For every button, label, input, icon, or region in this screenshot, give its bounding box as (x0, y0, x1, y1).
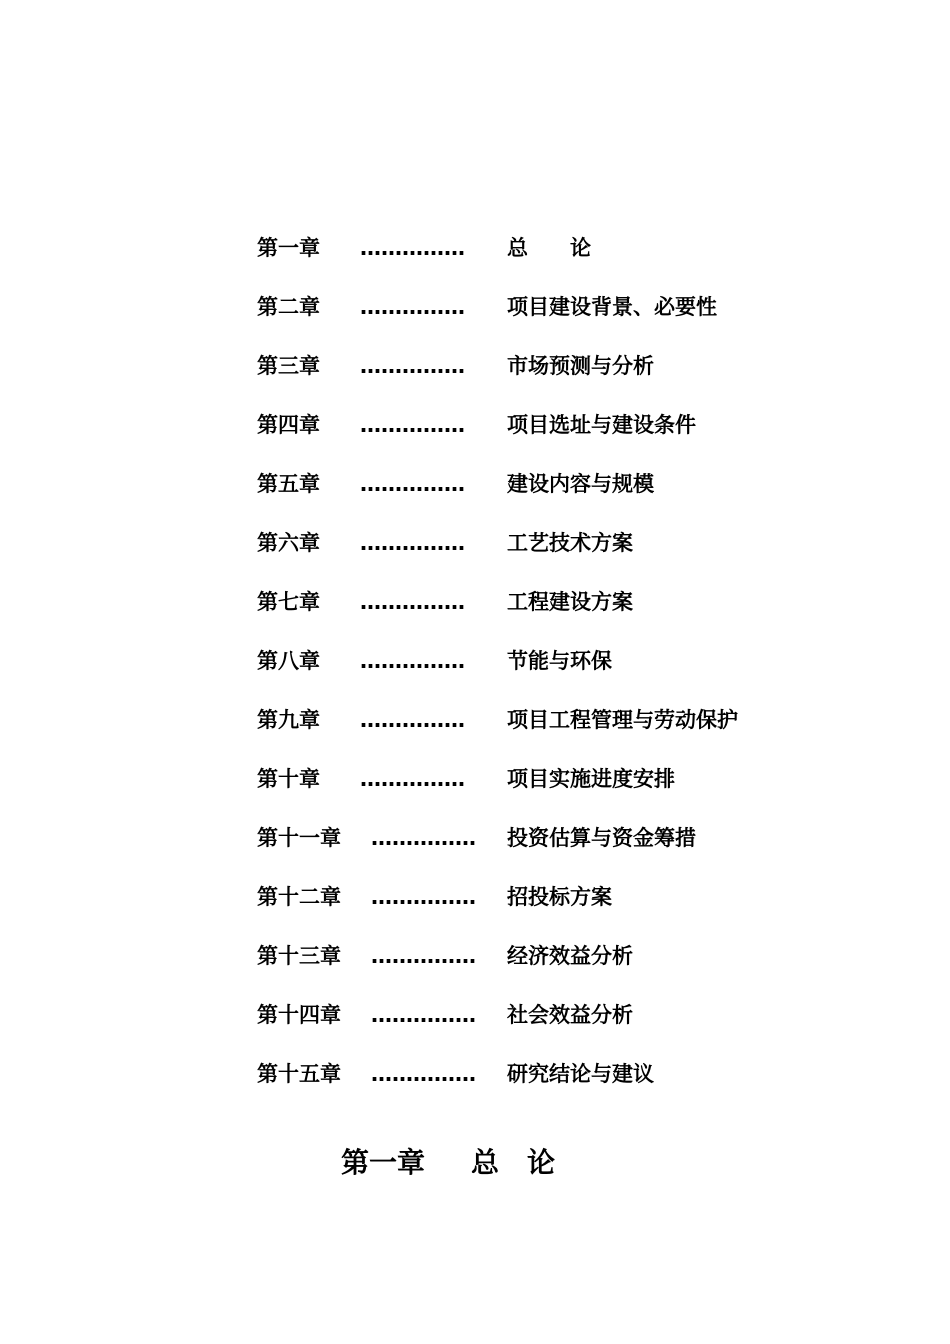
toc-chapter-label: 第十二章 (257, 885, 341, 909)
toc-chapter-label: 第七章 (257, 590, 320, 614)
toc-chapter-label: 第四章 (257, 413, 320, 437)
toc-row-7[interactable] (0, 582, 950, 622)
toc-leader-dots: …………… (360, 590, 465, 614)
toc-chapter-title: 投资估算与资金筹措 (507, 826, 696, 850)
toc-row-13[interactable] (0, 936, 950, 976)
toc-leader-dots: …………… (371, 1003, 476, 1027)
toc-leader-dots: …………… (360, 472, 465, 496)
toc-chapter-label: 第十章 (257, 767, 320, 791)
toc-leader-dots: …………… (371, 1062, 476, 1086)
toc-chapter-title: 总 论 (507, 236, 591, 260)
toc-row-6[interactable] (0, 523, 950, 563)
toc-chapter-title: 项目实施进度安排 (507, 767, 675, 791)
toc-chapter-label: 第八章 (257, 649, 320, 673)
toc-row-5[interactable] (0, 464, 950, 504)
toc-row-10[interactable] (0, 759, 950, 799)
toc-chapter-label: 第二章 (257, 295, 320, 319)
toc-leader-dots: …………… (360, 413, 465, 437)
toc-chapter-title: 工程建设方案 (507, 590, 633, 614)
toc-leader-dots: …………… (371, 944, 476, 968)
toc-chapter-title: 节能与环保 (507, 649, 612, 673)
toc-chapter-label: 第十四章 (257, 1003, 341, 1027)
toc-chapter-label: 第五章 (257, 472, 320, 496)
toc-chapter-title: 市场预测与分析 (507, 354, 654, 378)
toc-row-2[interactable] (0, 287, 950, 327)
toc-chapter-label: 第九章 (257, 708, 320, 732)
toc-leader-dots: …………… (360, 708, 465, 732)
toc-row-11[interactable] (0, 818, 950, 858)
toc-chapter-title: 项目选址与建设条件 (507, 413, 696, 437)
toc-chapter-title: 招投标方案 (507, 885, 612, 909)
toc-chapter-label: 第一章 (257, 236, 320, 260)
toc-chapter-title: 经济效益分析 (507, 944, 633, 968)
chapter-heading-title: 总 论 (471, 1146, 556, 1179)
toc-chapter-label: 第六章 (257, 531, 320, 555)
toc-leader-dots: …………… (360, 354, 465, 378)
toc-chapter-title: 项目工程管理与劳动保护 (507, 708, 738, 732)
toc-chapter-label: 第十三章 (257, 944, 341, 968)
chapter-heading (0, 1140, 950, 1186)
toc-row-12[interactable] (0, 877, 950, 917)
toc-row-9[interactable] (0, 700, 950, 740)
toc-row-15[interactable] (0, 1054, 950, 1094)
toc-leader-dots: …………… (360, 767, 465, 791)
toc-leader-dots: …………… (360, 295, 465, 319)
toc-chapter-title: 建设内容与规模 (507, 472, 654, 496)
toc-row-4[interactable] (0, 405, 950, 445)
toc-leader-dots: …………… (360, 236, 465, 260)
toc-row-1[interactable] (0, 228, 950, 268)
toc-leader-dots: …………… (360, 531, 465, 555)
chapter-heading-number: 第一章 (341, 1146, 426, 1179)
toc-row-8[interactable] (0, 641, 950, 681)
toc-chapter-title: 项目建设背景、必要性 (507, 295, 717, 319)
toc-chapter-label: 第十五章 (257, 1062, 341, 1086)
toc-leader-dots: …………… (371, 826, 476, 850)
toc-row-3[interactable] (0, 346, 950, 386)
toc-row-14[interactable] (0, 995, 950, 1035)
toc-chapter-title: 研究结论与建议 (507, 1062, 654, 1086)
toc-leader-dots: …………… (371, 885, 476, 909)
toc-chapter-title: 社会效益分析 (507, 1003, 633, 1027)
toc-chapter-title: 工艺技术方案 (507, 531, 633, 555)
toc-chapter-label: 第十一章 (257, 826, 341, 850)
toc-chapter-label: 第三章 (257, 354, 320, 378)
toc-leader-dots: …………… (360, 649, 465, 673)
